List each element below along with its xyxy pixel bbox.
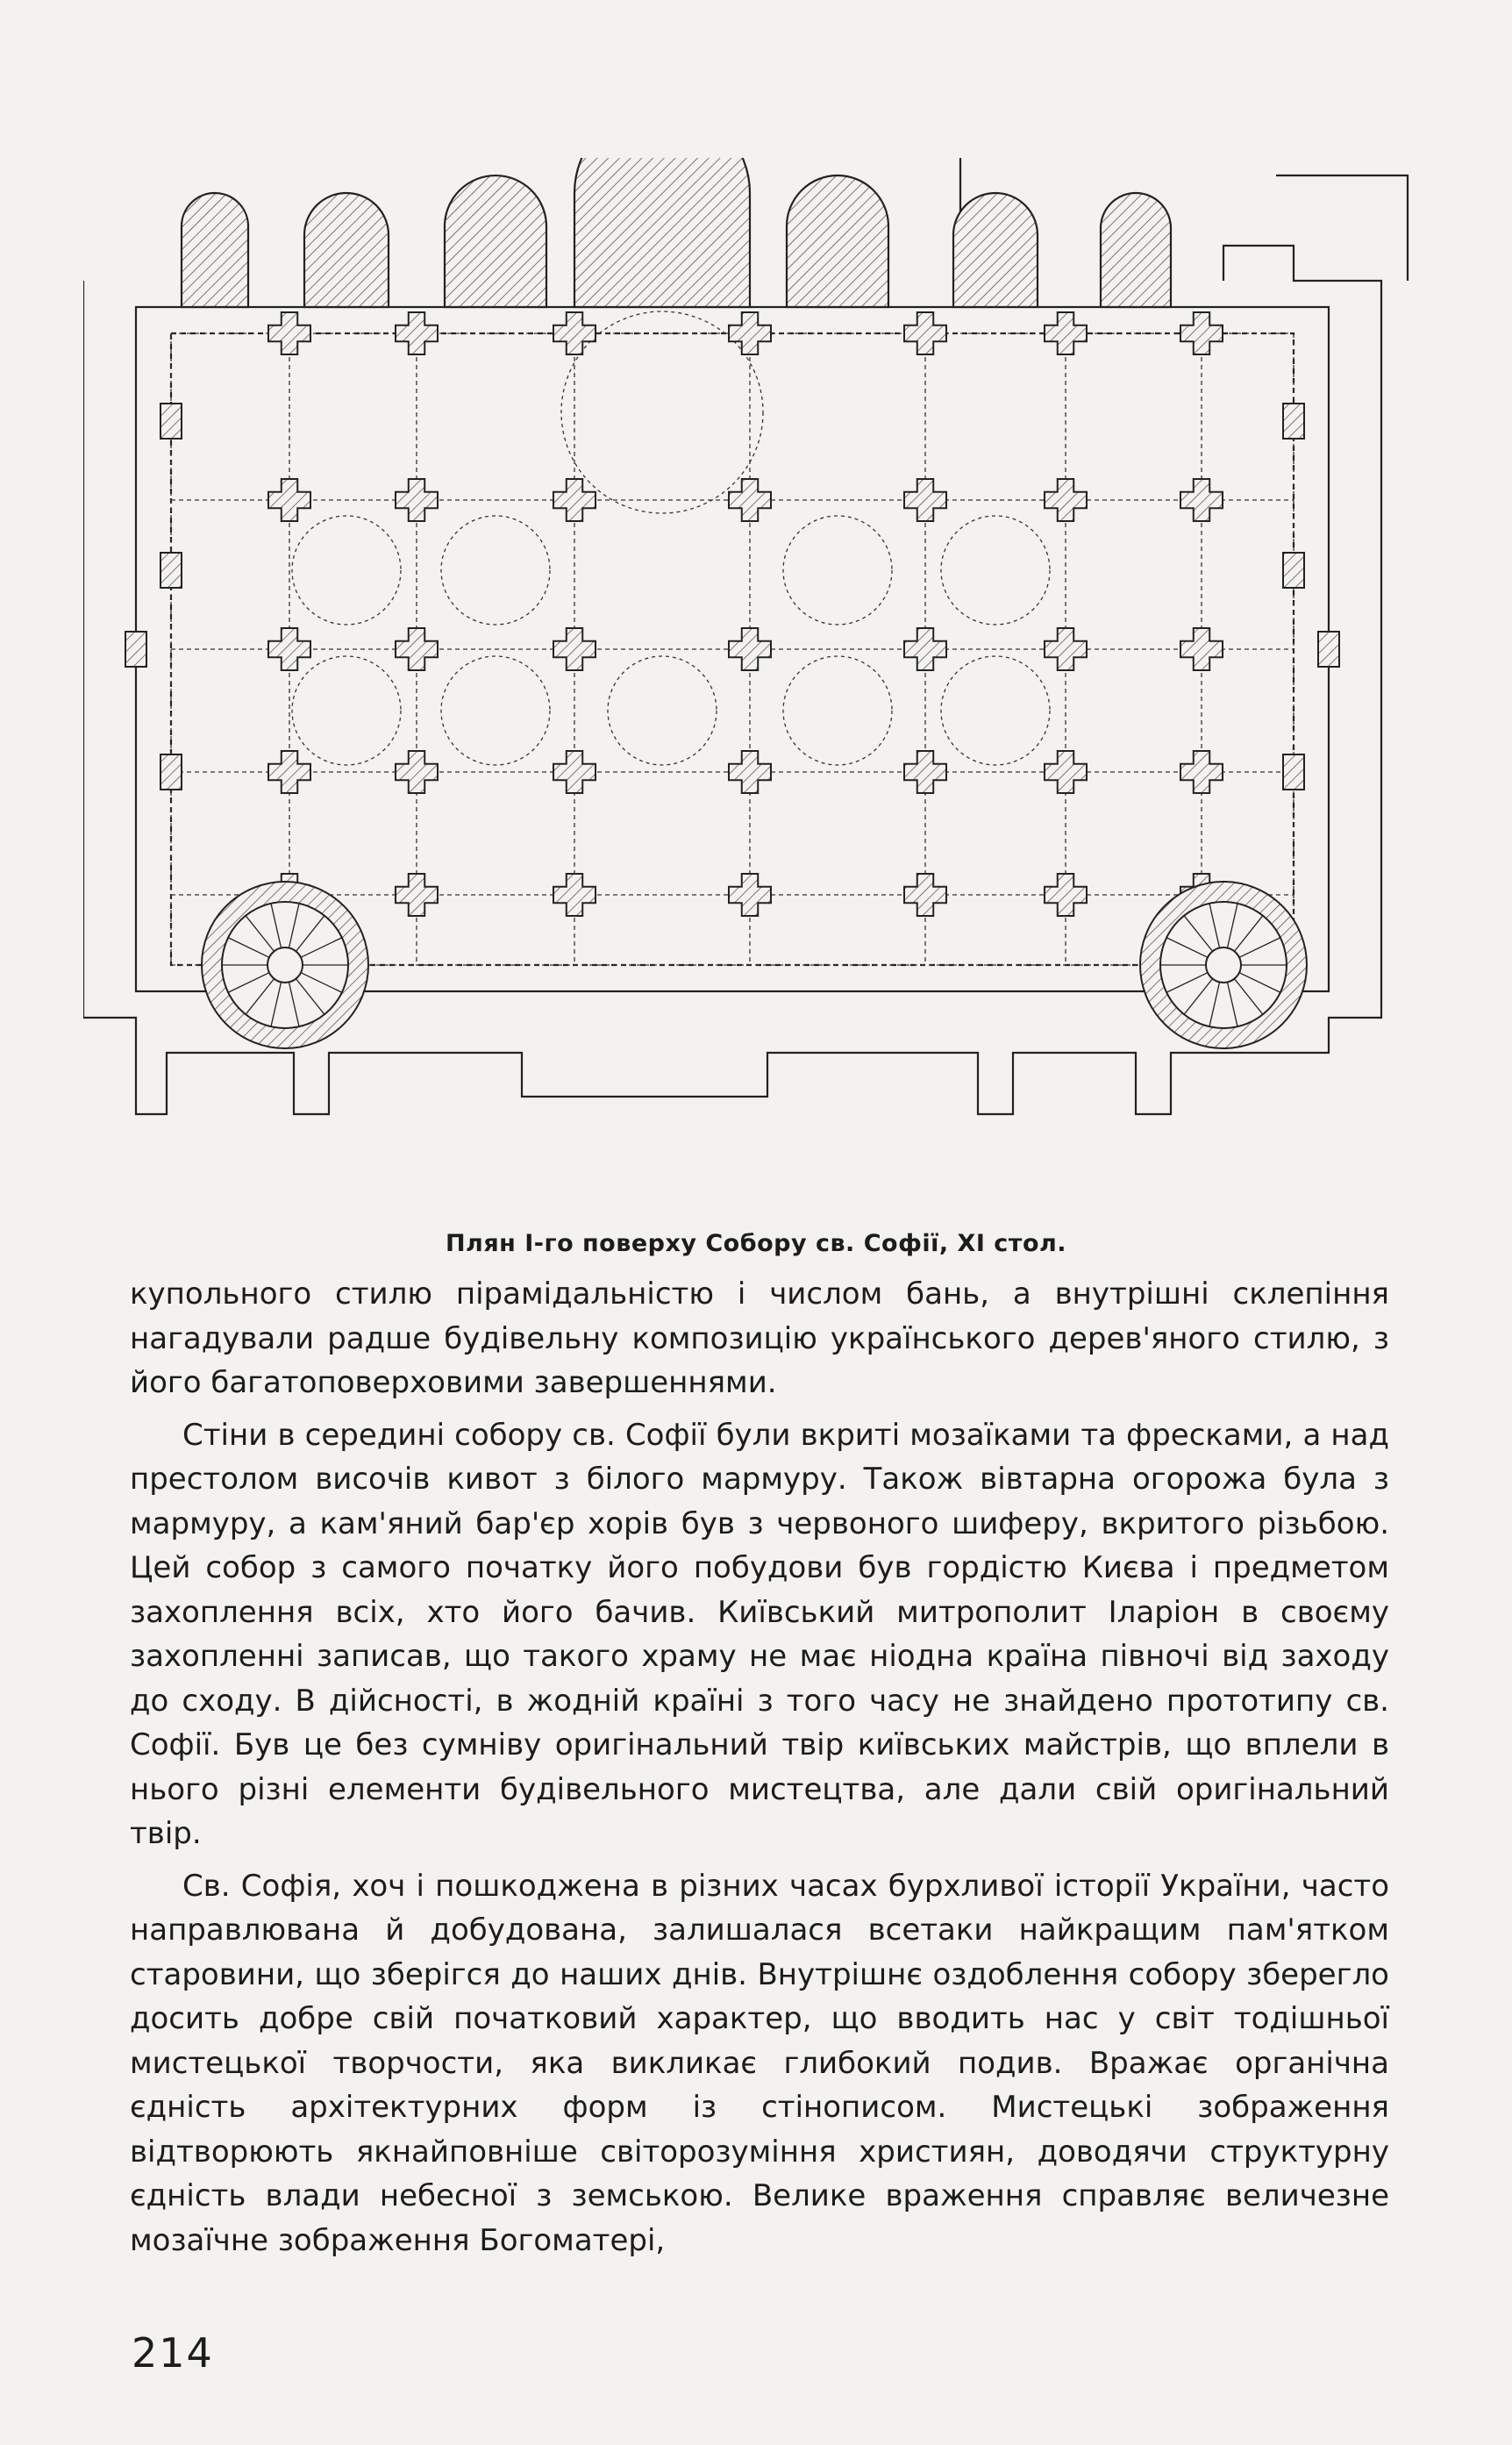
cross-pier [268,751,310,793]
dome-outline [292,656,401,765]
dome-outline [608,656,717,765]
dome-outline [783,516,892,625]
cross-pier [904,479,946,521]
cross-pier [553,628,596,670]
floor-plan-drawing [83,158,1434,1149]
cross-pier [268,479,310,521]
wall-pier [125,632,146,667]
apse [787,175,888,307]
cross-pier [904,751,946,793]
cross-pier [396,751,438,793]
cross-pier [1180,312,1223,354]
cross-pier [904,312,946,354]
floor-plan-figure [83,158,1434,1149]
cross-pier [1180,751,1223,793]
cross-pier [396,874,438,916]
dome-outline [941,516,1050,625]
paragraph-2: Стіни в середині собору св. Софії були вкриті мозаїками та фресками, а над престолом височів кивот з білого мармуру. Також вівтарна огорожа була з мармуру, а кам'яний бар'єр хорів був з червоного шиферу, вкритого різьбою. Цей собор з самого початку його побудови був гордістю Києва і предметом захоплення всіх, хто його бачив. Київський митрополит Іларіон в своєму захопленні записав, що такого храму не має ніодна країна півночі від заходу до сходу. В дійсності, в жодній країні з того часу не знайдено прототипу св. Софії. Був це без сумніву оригінальний твір київських майстрів, що вплели в нього різні елементи будівельного мистецтва, але дали свій оригінальний твір. [130,1417,1389,1851]
apse [1101,193,1171,307]
apse [445,175,546,307]
cross-pier [729,874,771,916]
cross-pier [268,628,310,670]
dome-outline [783,656,892,765]
wall-pier [160,754,182,790]
cross-pier [553,312,596,354]
cross-pier [729,479,771,521]
cross-pier [1180,479,1223,521]
wall-pier [1283,404,1304,439]
plan-domes [292,311,1050,765]
page-number: 214 [132,2329,214,2377]
cross-pier [729,312,771,354]
apse [953,193,1038,307]
apse [182,193,248,307]
dome-outline [441,516,550,625]
cross-pier [553,751,596,793]
paragraph-1: купольного стилю пірамідальністю і числом бань, а внутрішні склепіння нагадували радше будівельну композицію українського дерев'яного стилю, з його багатоповерховими завершеннями. [130,1276,1389,1400]
cross-pier [1180,628,1223,670]
plan-apses [182,158,1171,307]
cross-pier [904,628,946,670]
cross-pier [553,479,596,521]
cross-pier [1045,874,1087,916]
wall-pier [1318,632,1339,667]
paragraph-3: Св. Софія, хоч і пошкоджена в різних часах бурхливої історії України, часто направлювана й добудована, залишалася всетаки найкращим пам'ятком старовини, що зберігся до наших днів. Внутрішнє оздоблення собору зберегло досить добре свій початковий характер, що вводить нас у світ тодішньої мистецької творчости, яка викликає глибокий подив. Вражає органічна єдність архітектурних форм із стінописом. Мистецькі зображення відтворюють якнайповніше світорозуміння християн, доводячи структурну єдність влади небесної з земською. Велике враження справляє величезне мозаїчне зображення Богоматері, [130,1868,1389,2258]
cross-pier [396,628,438,670]
dome-outline [441,656,550,765]
cross-pier [1045,751,1087,793]
figure-caption: Плян І-го поверху Собору св. Софії, XI стол. [445,1230,1067,1257]
cross-pier [1045,479,1087,521]
wall-pier [1283,754,1304,790]
plan-piers [125,312,1339,916]
cross-pier [904,874,946,916]
body-text [130,1272,1389,2270]
dome-outline [941,656,1050,765]
cross-pier [396,479,438,521]
wall-pier [160,553,182,588]
cross-pier [729,751,771,793]
apse [304,193,389,307]
cross-pier [729,628,771,670]
cross-pier [396,312,438,354]
cross-pier [268,312,310,354]
wall-pier [160,404,182,439]
wall-pier [1283,553,1304,588]
cross-pier [1045,312,1087,354]
dome-outline [292,516,401,625]
apse [574,158,750,307]
cross-pier [1045,628,1087,670]
cross-pier [553,874,596,916]
